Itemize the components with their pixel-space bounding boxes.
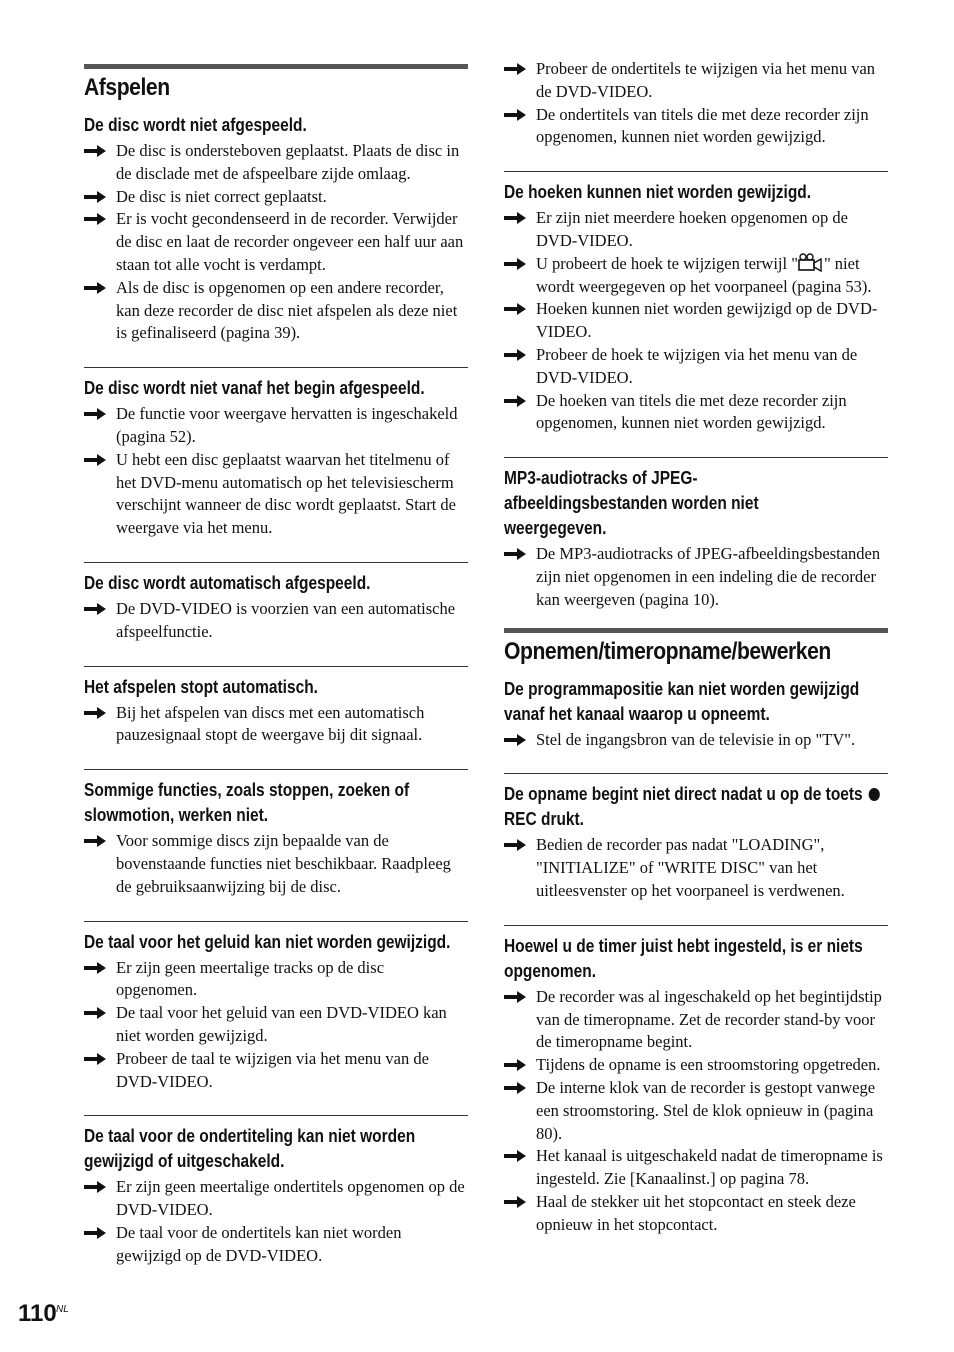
list-item: U hebt een disc geplaatst waarvan het titelmenu of het DVD-menu automatisch op het televisiescherm verschijnt wanneer de disc wordt geplaatst. Start de weergave via het menu. xyxy=(84,449,468,540)
arrow-icon xyxy=(504,258,526,270)
list-item: Bedien de recorder pas nadat "LOADING", "INITIALIZE" of "WRITE DISC" van het uitleesvenster op het voorpaneel is verdwenen. xyxy=(504,834,888,902)
arrow-icon xyxy=(84,707,106,719)
list-item: De taal voor het geluid van een DVD-VIDEO kan niet worden gewijzigd. xyxy=(84,1002,468,1048)
list-item: Haal de stekker uit het stopcontact en steek deze opnieuw in het stopcontact. xyxy=(504,1191,888,1237)
arrow-icon xyxy=(504,1059,526,1071)
topic-title: De disc wordt niet afgespeeld. xyxy=(84,115,307,135)
record-dot-icon xyxy=(869,788,880,801)
arrow-icon xyxy=(84,454,106,466)
arrow-icon xyxy=(504,349,526,361)
topic-title: Hoewel u de timer juist hebt ingesteld, is er niets opgenomen. xyxy=(504,935,863,981)
list-item: De disc is ondersteboven geplaatst. Plaats de disc in de disclade met de afspeelbare zijde omlaag. xyxy=(84,140,468,186)
arrow-icon xyxy=(84,962,106,974)
arrow-icon xyxy=(84,1007,106,1019)
right-column xyxy=(504,58,888,1237)
list-item: De functie voor weergave hervatten is ingeschakeld (pagina 52). xyxy=(84,403,468,449)
topic-title: Sommige functies, zoals stoppen, zoeken of slowmotion, werken niet. xyxy=(84,780,410,826)
topic-title: De disc wordt automatisch afgespeeld. xyxy=(84,572,371,593)
list-item: De MP3-audiotracks of JPEG-afbeeldingsbestanden zijn niet opgenomen in een indeling die de recorder kan weergeven (pagina 10). xyxy=(504,543,888,611)
list-item: De hoeken van titels die met deze recorder zijn opgenomen, kunnen niet worden gewijzigd. xyxy=(504,390,888,436)
arrow-icon xyxy=(504,839,526,851)
arrow-icon xyxy=(84,282,106,294)
topic-title: MP3-audiotracks of JPEG-afbeeldingsbestanden worden niet weergegeven. xyxy=(504,468,759,539)
list-item: Er zijn niet meerdere hoeken opgenomen op de DVD-VIDEO. xyxy=(504,207,888,253)
arrow-icon xyxy=(504,303,526,315)
arrow-icon xyxy=(84,1053,106,1065)
list-item: Het kanaal is uitgeschakeld nadat de timeropname is ingesteld. Zie [Kanaalinst.] op pagina 78. xyxy=(504,1145,888,1191)
arrow-icon xyxy=(84,191,106,203)
topic-title: Het afspelen stopt automatisch. xyxy=(84,676,318,697)
angle-camera-icon xyxy=(798,253,824,273)
topic xyxy=(504,677,888,752)
arrow-icon xyxy=(504,548,526,560)
arrow-icon xyxy=(84,1181,106,1193)
topic xyxy=(504,171,888,435)
arrow-icon xyxy=(84,603,106,615)
arrow-icon xyxy=(504,1150,526,1162)
list-item: Bij het afspelen van discs met een automatisch pauzesignaal stopt de weergave bij dit signaal. xyxy=(84,702,468,748)
section-title: Opnemen/timeropname/bewerken xyxy=(504,637,831,665)
topic xyxy=(84,367,468,540)
arrow-icon xyxy=(504,1082,526,1094)
topic xyxy=(84,666,468,748)
arrow-icon xyxy=(504,212,526,224)
arrow-icon xyxy=(504,734,526,746)
arrow-icon xyxy=(504,63,526,75)
list-item: Probeer de hoek te wijzigen via het menu van de DVD-VIDEO. xyxy=(504,344,888,390)
arrow-icon xyxy=(504,109,526,121)
arrow-icon xyxy=(504,1196,526,1208)
list-item: De interne klok van de recorder is gestopt vanwege een stroomstoring. Stel de klok opnieuw in (pagina 80). xyxy=(504,1077,888,1145)
section-header-recording xyxy=(504,628,888,667)
arrow-icon xyxy=(84,408,106,420)
topic xyxy=(84,769,468,898)
language-code: NL xyxy=(56,1304,69,1315)
list-item: U probeert de hoek te wijzigen terwijl " " niet wordt weergegeven op het voorpaneel (pagina 53). xyxy=(504,253,888,299)
list-item: Er is vocht gecondenseerd in de recorder. Verwijder de disc en laat de recorder ongeveer een half uur aan staan tot alle vocht is verdampt. xyxy=(84,208,468,276)
topic xyxy=(84,1115,468,1267)
topic xyxy=(84,113,468,345)
topic-title: De programmapositie kan niet worden gewijzigd vanaf het kanaal waarop u opneemt. xyxy=(504,678,860,724)
list-item: Voor sommige discs zijn bepaalde van de bovenstaande functies niet beschikbaar. Raadpleeg de gebruiksaanwijzing bij de disc. xyxy=(84,830,468,898)
list-item: Tijdens de opname is een stroomstoring opgetreden. xyxy=(504,1054,888,1077)
arrow-icon xyxy=(504,991,526,1003)
list-item: De recorder was al ingeschakeld op het begintijdstip van de timeropname. Zet de recorder stand-by voor de timeropname begint. xyxy=(504,986,888,1054)
list-item: De DVD-VIDEO is voorzien van een automatische afspeelfunctie. xyxy=(84,598,468,644)
list-item: De disc is niet correct geplaatst. xyxy=(84,186,468,209)
arrow-icon xyxy=(84,145,106,157)
list-item: Hoeken kunnen niet worden gewijzigd op de DVD-VIDEO. xyxy=(504,298,888,344)
topic xyxy=(84,921,468,1094)
arrow-icon xyxy=(84,213,106,225)
topic-title: De hoeken kunnen niet worden gewijzigd. xyxy=(504,182,812,203)
list-item: Probeer de ondertitels te wijzigen via het menu van de DVD-VIDEO. xyxy=(504,58,888,104)
topic-title: De opname begint niet direct nadat u op de toets REC drukt. xyxy=(504,782,887,832)
list-item: De taal voor de ondertitels kan niet worden gewijzigd op de DVD-VIDEO. xyxy=(84,1222,468,1268)
topic xyxy=(504,925,888,1237)
list-item: De ondertitels van titels die met deze recorder zijn opgenomen, kunnen niet worden gewijzigd. xyxy=(504,104,888,150)
page-number: 110 xyxy=(18,1300,57,1327)
topic-title: De taal voor het geluid kan niet worden gewijzigd. xyxy=(84,931,451,952)
topic xyxy=(504,457,888,611)
list-item: Er zijn geen meertalige tracks op de disc opgenomen. xyxy=(84,957,468,1003)
list-item: Probeer de taal te wijzigen via het menu van de DVD-VIDEO. xyxy=(84,1048,468,1094)
list-item: Als de disc is opgenomen op een andere recorder, kan deze recorder de disc niet afspelen als deze niet is gefinaliseerd (pagina 39). xyxy=(84,277,468,345)
topic xyxy=(84,562,468,644)
section-header-playback xyxy=(84,64,468,103)
arrow-icon xyxy=(84,1227,106,1239)
section-title: Afspelen xyxy=(84,74,170,101)
topic-title: De taal voor de ondertiteling kan niet worden gewijzigd of uitgeschakeld. xyxy=(84,1126,416,1172)
topic xyxy=(504,773,888,902)
list-item: Stel de ingangsbron van de televisie in op "TV". xyxy=(504,729,888,752)
left-column xyxy=(84,64,468,1268)
arrow-icon xyxy=(84,835,106,847)
topic-title: De disc wordt niet vanaf het begin afgespeeld. xyxy=(84,378,425,399)
arrow-icon xyxy=(504,395,526,407)
list-item: Er zijn geen meertalige ondertitels opgenomen op de DVD-VIDEO. xyxy=(84,1176,468,1222)
